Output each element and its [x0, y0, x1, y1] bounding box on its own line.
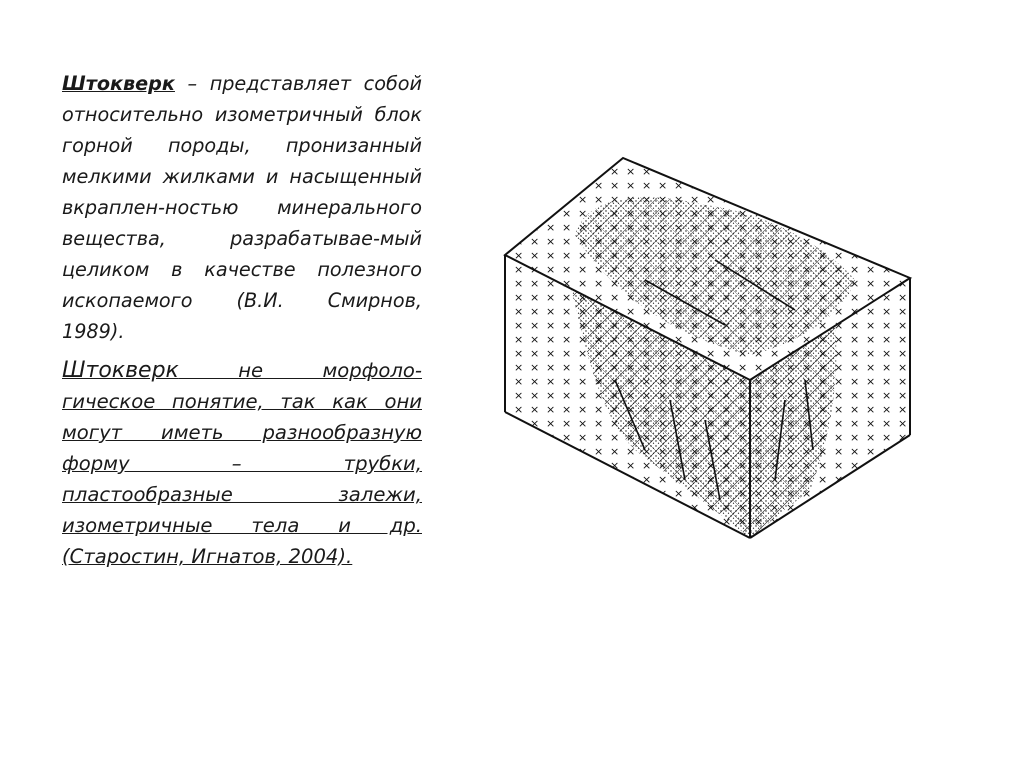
definition-line-4: породы, пронизанный мелкими — [62, 134, 422, 188]
note-line-1-rest: не морфоло- — [178, 359, 422, 382]
definition-line-3: изометричный блок горной — [62, 103, 422, 157]
note-paragraph — [62, 355, 422, 572]
note-line-4: форму – трубки, — [62, 452, 422, 475]
definition-line-7: минерального вещества, — [62, 196, 422, 250]
definition-line-9: качестве полезного — [204, 258, 422, 281]
definition-line-1 — [62, 72, 351, 95]
definition-line-6: вкраплен-ностью — [62, 196, 239, 219]
definition-line-5: жилками и насыщенный — [162, 165, 422, 188]
definition-paragraph — [62, 68, 422, 347]
definition-line-1-rest: – представляет — [174, 72, 352, 95]
note-line-2: гическое понятие, так как они — [62, 390, 422, 413]
definition-term: Штокверк — [62, 72, 175, 95]
text-column — [62, 68, 422, 572]
definition-line-2: собой относительно — [62, 72, 422, 126]
note-line-1 — [62, 355, 422, 386]
stockwork-block-diagram-icon — [495, 150, 915, 545]
definition-line-10: ископаемого (В.И. Смирнов, — [62, 289, 422, 312]
note-term: Штокверк — [62, 358, 179, 383]
definition-line-8: разрабатывае-мый целиком в — [62, 227, 422, 281]
note-line-5: пластообразные залежи, — [62, 483, 422, 506]
definition-line-11: 1989). — [62, 320, 125, 343]
note-line-6: изометричные тела и др. — [62, 514, 422, 537]
note-line-3: могут иметь разнообразную — [62, 421, 422, 444]
note-line-7: (Старостин, Игнатов, 2004). — [62, 545, 353, 568]
